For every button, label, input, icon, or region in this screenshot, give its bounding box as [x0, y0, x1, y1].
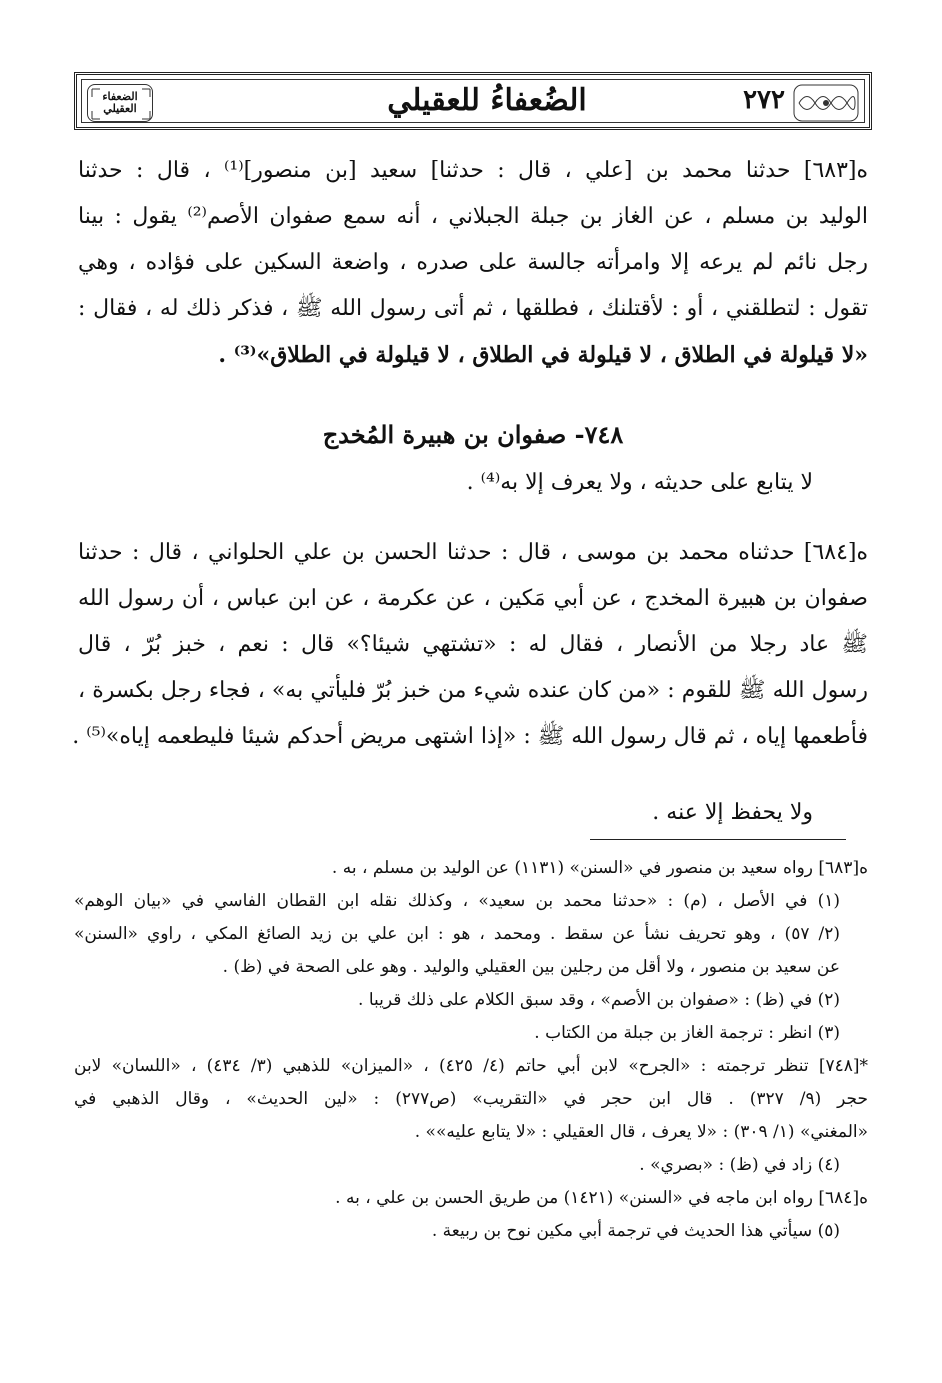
footnotes: [74, 852, 868, 1248]
footnote-1-line-1: (١) في الأصل ، (م) : «حدثنا محمد بن سعيد» ، وكذلك نقله ابن القطان الفاسي في «بيان الوهم»: [74, 891, 840, 911]
footnote-3: (٣) انظر : ترجمة الغاز بن جبلة من الكتاب .: [534, 1023, 840, 1043]
hadith-683-line-2: الوليد بن مسلم ، عن الغاز بن جبلة الجبلاني ، أنه سمع صفوان الأصم⁽²⁾ يقول : بينا: [78, 204, 868, 229]
page-header: [74, 72, 872, 130]
hadith-684-line-2: صفوان بن هبيرة المخدج ، عن أبي مَكين ، عن عكرمة ، عن ابن عباس ، أن رسول الله: [78, 586, 868, 611]
hadith-683-line-3: رجل نائم لم يرعه إلا وامرأته جالسة على صدره ، واضعة السكين على فؤاده ، وهي: [78, 250, 868, 275]
footnote-4: (٤) زاد في (ظ) : «بصري» .: [639, 1155, 840, 1175]
hadith-684-line-1: ه[٦٨٤] حدثناه محمد بن موسى ، قال : حدثنا الحسن بن علي الحلواني ، قال : حدثنا: [78, 540, 868, 565]
seal-line-1: الضعفاء: [102, 90, 138, 103]
hadith-684-line-4: رسول الله ﷺ للقوم : «من كان عنده شيء من خبز بُرّ فليأتي به» ، فجاء رجل بكسرة ،: [78, 678, 868, 703]
entry-748-note: لا يتابع على حديثه ، ولا يعرف إلا به⁽⁴⁾ .: [466, 470, 813, 495]
hadith-683-line-1: ه[٦٨٣] حدثنا محمد بن [علي ، قال : حدثنا] سعيد [بن منصور]⁽¹⁾ ، قال : حدثنا: [78, 158, 868, 183]
running-title: الضُعفاءُ للعقيلي: [387, 83, 587, 118]
footnote-1-line-2: (٢/ ٥٧) ، وهو تحريف نشأ عن سقط . ومحمد ، هو : ابن علي بن زيد الصائغ المكي ، راوي «السنن»: [74, 924, 840, 944]
hadith-684-line-3: ﷺ عاد رجلا من الأنصار ، فقال له : «تشتهي شيئا؟» قال : نعم ، خبز بُرّ ، قال: [78, 632, 868, 657]
hadith-683-line-4: تقول : لتطلقني ، أو : لأقتلنك ، فطلقها ، ثم أتى رسول الله ﷺ ، فذكر ذلك له ، فقال :: [78, 296, 868, 321]
entry-748-title: ٧٤٨- صفوان بن هبيرة المُخدج: [322, 420, 624, 449]
footnote-2: (٢) في (ظ) : «صفوان بن الأصم» ، وقد سبق الكلام على ذلك قريبا .: [358, 990, 840, 1010]
ornament-left-seal: [87, 84, 153, 122]
hadith-684: [72, 530, 868, 760]
footnote-divider: [590, 839, 846, 840]
hadith-684-closing: ولا يحفظ إلا عنه .: [652, 800, 813, 825]
footnote-748-line-3: «المغني» (١/ ٣٠٩) : «لا يعرف ، قال العقيلي : «لا يتابع عليه»» .: [414, 1122, 868, 1142]
hadith-683-line-5: «لا قيلولة في الطلاق ، لا قيلولة في الطلاق ، لا قيلولة في الطلاق»⁽³⁾ .: [218, 342, 868, 368]
footnote-748-line-2: حجر (٩/ ٣٢٧) . قال ابن حجر في «التقريب» (ص٢٧٧) : «لين الحديث» ، وقال الذهبي في: [74, 1089, 869, 1109]
seal-line-2: العقيلي: [103, 102, 137, 115]
footnote-748-line-1: *[٧٤٨] تنظر ترجمته : «الجرح» لابن أبي حاتم (٤/ ٤٢٥) ، «الميزان» للذهبي (٣/ ٤٣٤) ، «اللسان» لابن: [74, 1056, 869, 1076]
footnote-684-source: ه[٦٨٤] رواه ابن ماجه في «السنن» (١٤٢١) من طريق الحسن بن علي ، به .: [335, 1188, 868, 1208]
hadith-684-line-5: فأطعمها إياه ، ثم قال رسول الله ﷺ : «إذا اشتهى مريض أحدكم شيئا فليطعمه إياه»⁽⁵⁾ .: [72, 724, 868, 749]
ornament-right-icon: [793, 84, 859, 122]
footnote-683-source: ه[٦٨٣] رواه سعيد بن منصور في «السنن» (١١٣١) عن الوليد بن مسلم ، به .: [331, 858, 868, 878]
hadith-683: [78, 148, 868, 378]
footnote-5: (٥) سيأتي هذا الحديث في ترجمة أبي مكين نوح بن ربيعة .: [431, 1221, 840, 1241]
footnote-1-line-3: عن سعيد بن منصور ، ولا أقل من رجلين بين العقيلي والوليد . وهو على الصحة في (ظ) .: [222, 957, 840, 977]
page-number: ٢٧٢: [743, 85, 785, 115]
